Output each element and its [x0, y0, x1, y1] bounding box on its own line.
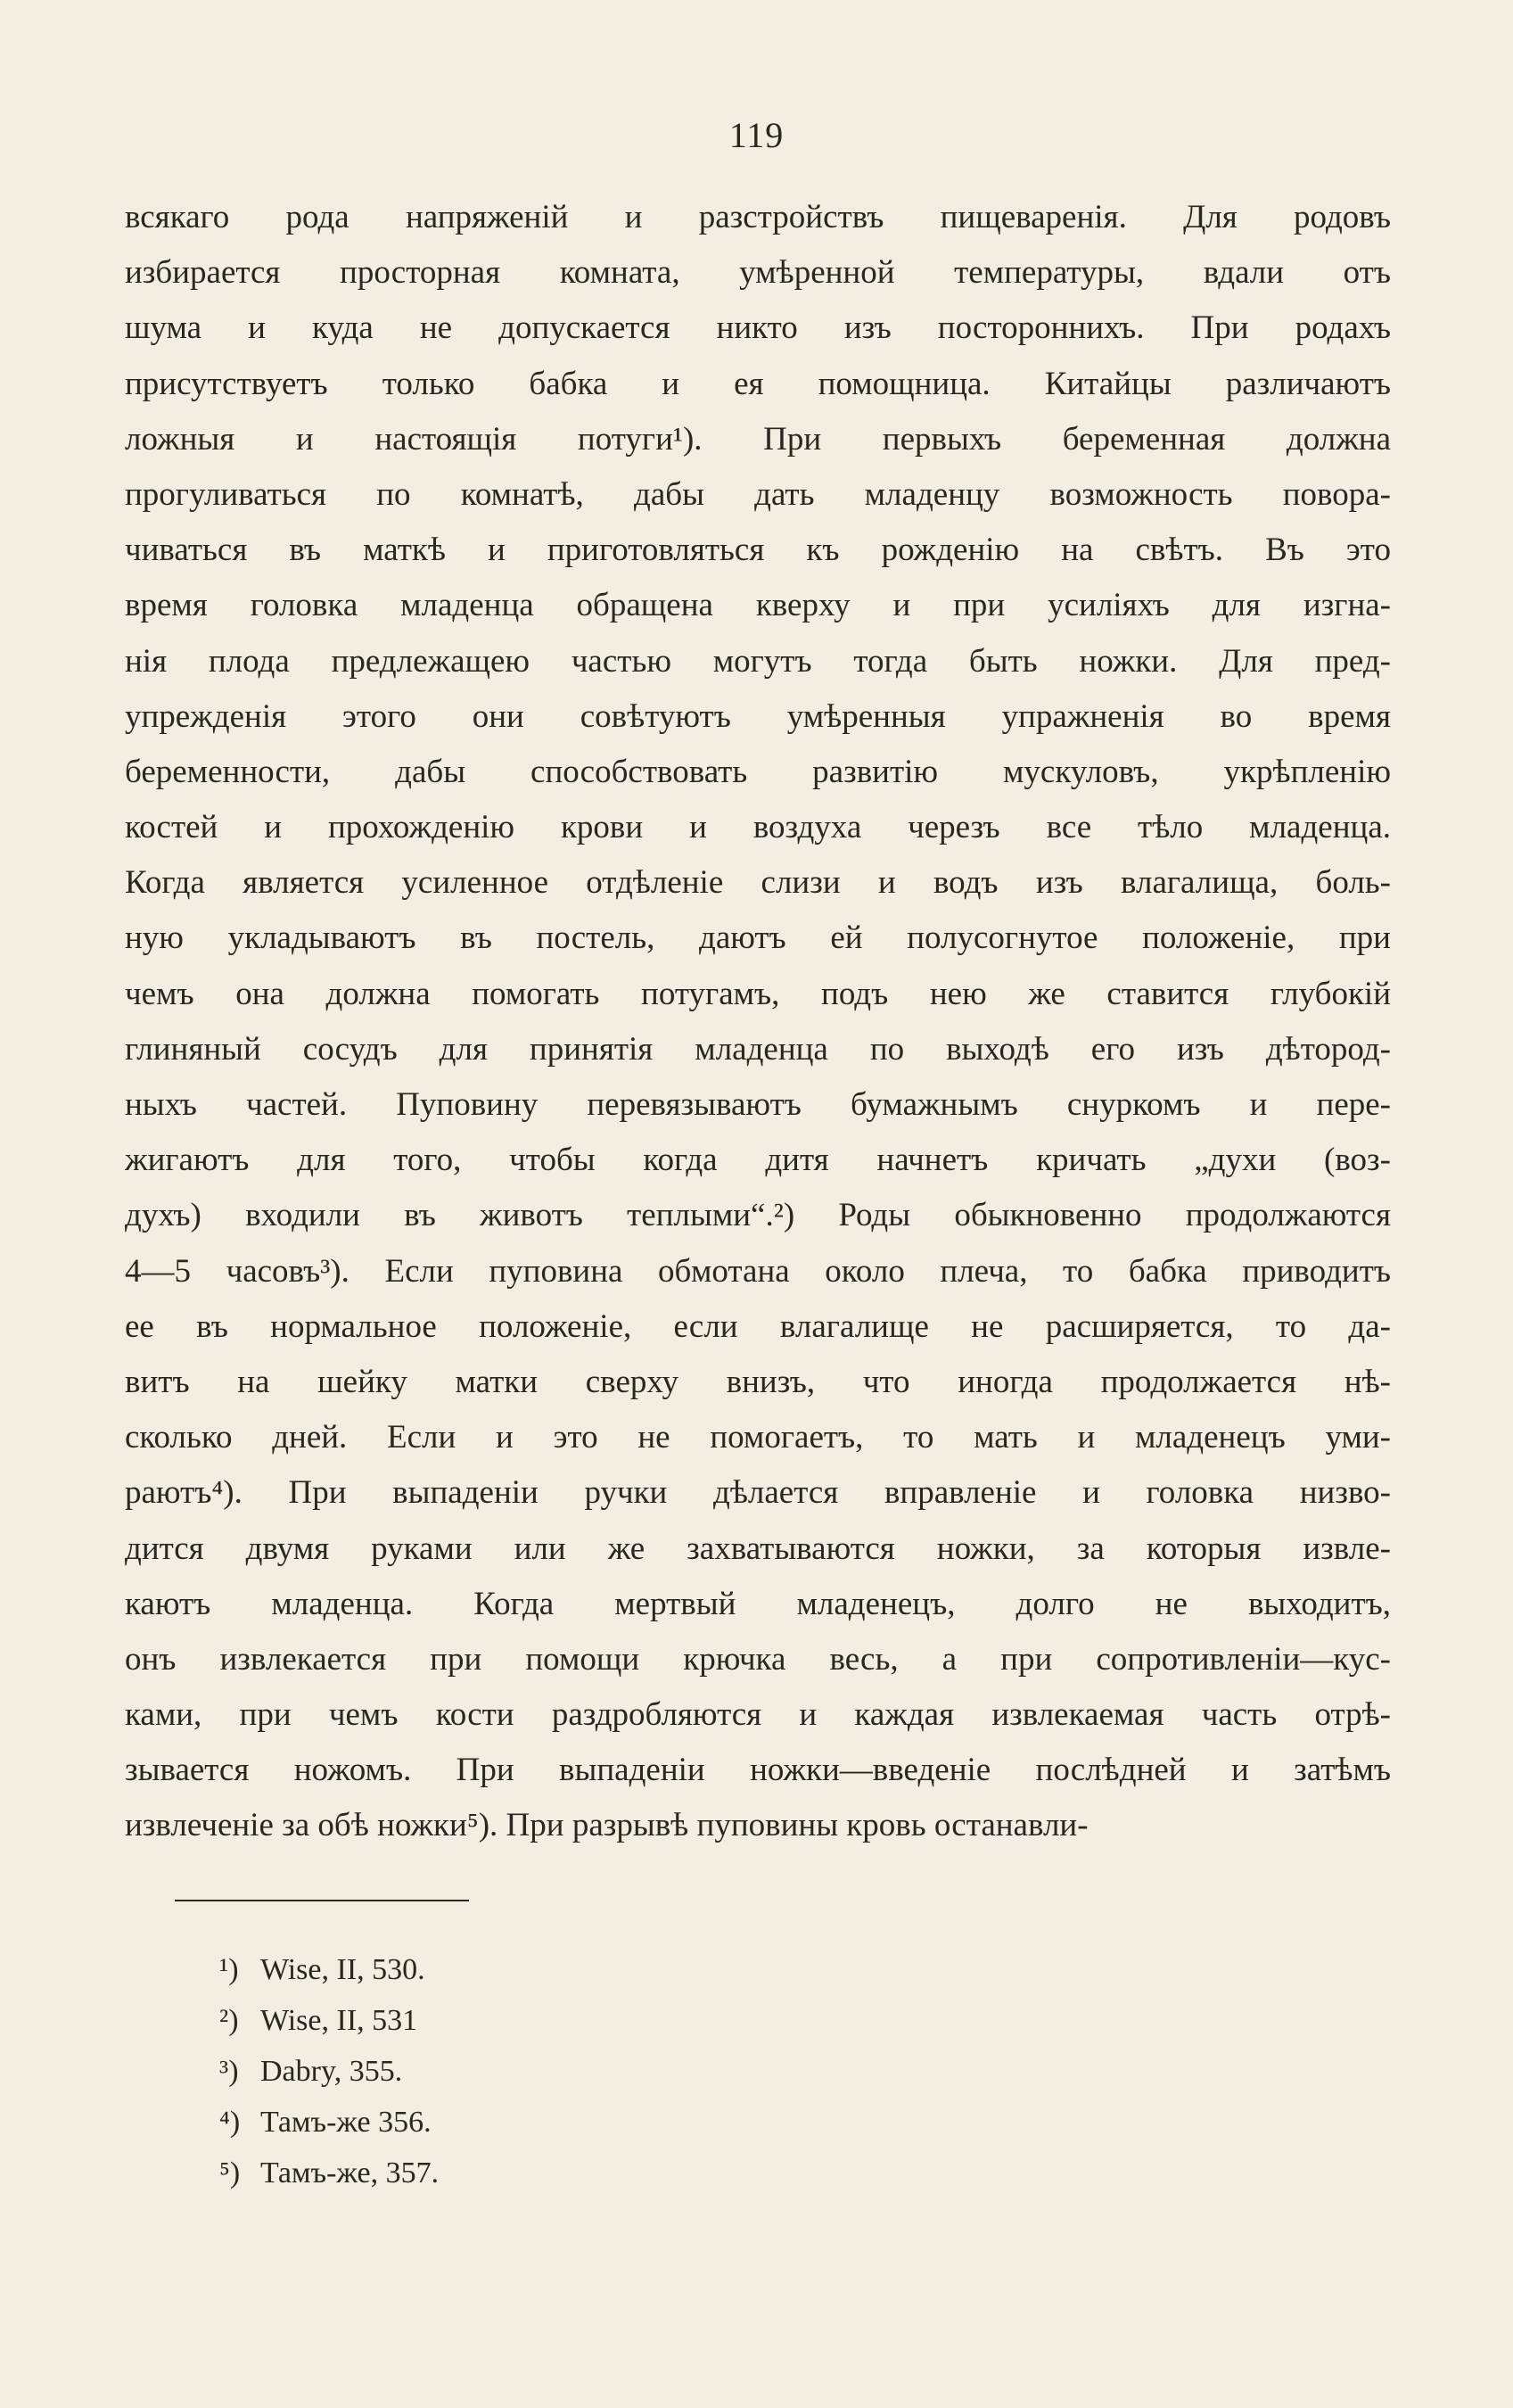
footnote-mark: ⁵)	[219, 2156, 241, 2189]
page-number: 119	[728, 115, 785, 155]
footnote-mark: ⁴)	[219, 2106, 241, 2139]
text-line: ками, при чемъ кости раздробляются и каждая извлекаемая часть отрѣ-	[125, 1696, 1391, 1734]
footnote	[219, 2046, 439, 2097]
text-line: ложныя и настоящія потуги¹). При первыхъ беременная должна	[125, 420, 1391, 458]
footnote-text: Dabry, 355.	[260, 2055, 403, 2088]
footnote-text: Тамъ-же, 357.	[260, 2156, 440, 2189]
text-line: беременности, дабы способствовать развитію мускуловъ, укрѣпленію	[125, 753, 1391, 790]
footnotes-list	[219, 1944, 439, 2198]
text-line: чемъ она должна помогать потугамъ, подъ нею же ставится глубокій	[125, 975, 1391, 1012]
text-line: костей и прохожденію крови и воздуха черезъ все тѣло младенца.	[125, 809, 1391, 846]
text-line: Когда является усиленное отдѣленіе слизи и водъ изъ влагалища, боль-	[125, 864, 1391, 902]
text-line: сколько дней. Если и это не помогаетъ, то мать и младенецъ уми-	[125, 1419, 1391, 1456]
text-line: нія плода предлежащею частью могутъ тогда быть ножки. Для пред-	[125, 642, 1391, 680]
text-line: каютъ младенца. Когда мертвый младенецъ, долго не выходитъ,	[125, 1585, 1391, 1622]
text-line: прогуливаться по комнатѣ, дабы дать младенцу возможность повора-	[125, 475, 1391, 513]
text-line: раютъ⁴). При выпаденіи ручки дѣлается вправленіе и головка низво-	[125, 1474, 1391, 1512]
footnote-text: Wise, II, 531	[260, 2004, 418, 2037]
footnote-text: Wise, II, 530.	[260, 1953, 425, 1986]
footnote-mark: ³)	[219, 2055, 239, 2088]
text-line: присутствуетъ только бабка и ея помощница. Китайцы различаютъ	[125, 365, 1391, 402]
text-line: дится двумя руками или же захватываются ножки, за которыя извле-	[125, 1530, 1391, 1567]
footnote-mark: ²)	[219, 2004, 239, 2037]
text-line: онъ извлекается при помощи крючка весь, а при сопротивленіи—кус-	[125, 1640, 1391, 1678]
footnote	[219, 1944, 439, 1995]
footnote-mark: ¹)	[219, 1953, 239, 1986]
text-line: шума и куда не допускается никто изъ постороннихъ. При родахъ	[125, 309, 1391, 347]
text-line: духъ) входили въ животъ теплыми“.²) Роды обыкновенно продолжаются	[125, 1197, 1391, 1234]
text-line: упрежденія этого они совѣтуютъ умѣренныя упражненія во время	[125, 697, 1391, 735]
footnote	[219, 2097, 439, 2148]
text-line: глиняный сосудъ для принятія младенца по выходѣ его изъ дѣтород-	[125, 1030, 1391, 1068]
footnote-text: Тамъ-же 356.	[260, 2106, 432, 2139]
text-line: 4—5 часовъ³). Если пуповина обмотана около плеча, то бабка приводитъ	[125, 1252, 1391, 1290]
text-line: жигаютъ для того, чтобы когда дитя начнетъ кричать „духи (воз-	[125, 1142, 1391, 1179]
text-line: ную укладываютъ въ постель, даютъ ей полусогнутое положеніе, при	[125, 919, 1391, 957]
text-line: время головка младенца обращена кверху и при усиліяхъ для изгна-	[125, 587, 1391, 624]
text-line: извлеченіе за обѣ ножки⁵). При разрывѣ пуповины кровь останавли-	[125, 1807, 1089, 1844]
footnote	[219, 2148, 439, 2198]
text-line: витъ на шейку матки сверху внизъ, что иногда продолжается нѣ-	[125, 1363, 1391, 1400]
text-line: избирается просторная комната, умѣренной температуры, вдали отъ	[125, 254, 1391, 292]
text-line: чиваться въ маткѣ и приготовляться къ рожденію на свѣтъ. Въ это	[125, 532, 1391, 569]
text-line: ныхъ частей. Пуповину перевязываютъ бумажнымъ снуркомъ и пере-	[125, 1086, 1391, 1123]
text-line: ее въ нормальное положеніе, если влагалище не расширяется, то да-	[125, 1307, 1391, 1345]
body-text	[125, 190, 1391, 1854]
footnote	[219, 1995, 439, 2046]
text-line: всякаго рода напряженій и разстройствъ пищеваренія. Для родовъ	[125, 199, 1391, 235]
text-line: зывается ножомъ. При выпаденіи ножки—введеніе послѣдней и затѣмъ	[125, 1752, 1391, 1789]
footnote-separator	[175, 1900, 469, 1901]
